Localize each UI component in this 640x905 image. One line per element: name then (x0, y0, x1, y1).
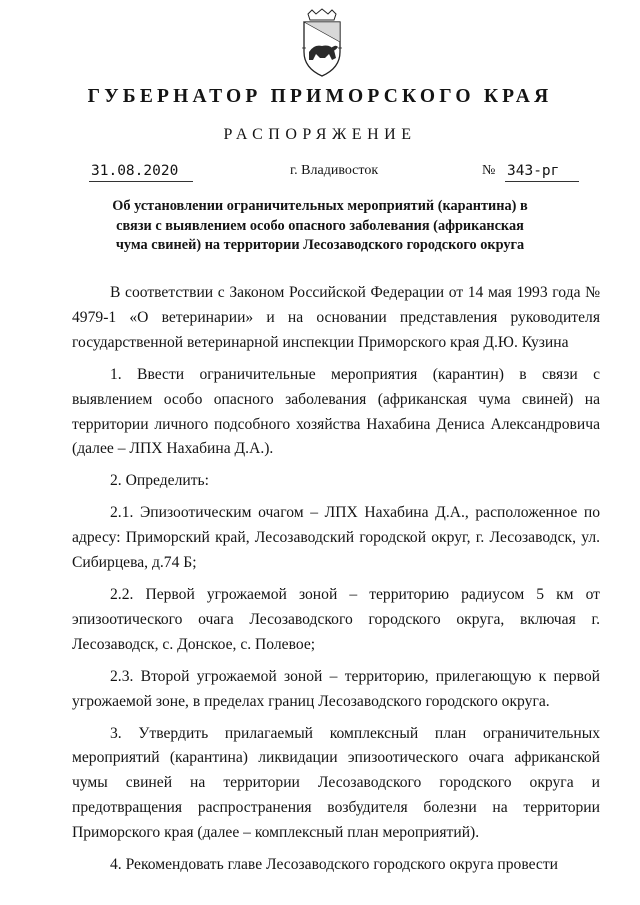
paragraph-item-2-1: 2.1. Эпизоотическим очагом – ЛПХ Нахабина Д.А., расположенное по адресу: Приморский край, Лесозаводский городской округ, г. Лесозаводск, ул. Сибирцева, д.74 Б; (72, 504, 600, 572)
paragraph-item-4: 4. Рекомендовать главе Лесозаводского городского округа провести (110, 856, 559, 874)
document-type: РАСПОРЯЖЕНИЕ (223, 126, 417, 143)
document-body (72, 281, 600, 878)
document-date: 31.08.2020 (89, 161, 193, 182)
document-number: 343-рг (505, 161, 579, 182)
document-meta (0, 161, 640, 185)
paragraph-item-2-2: 2.2. Первой угрожаемой зоной – территорию радиусом 5 км от эпизоотического очага Лесозаводского городского округа, включая г. Лесозаводск, с. Донское, с. Полевое; (72, 585, 600, 653)
paragraph-item-3: 3. Утвердить прилагаемый комплексный план ограничительных мероприятий (карантина) ликвидации эпизоотического очага африканской чумы свиней на территории Лесозаводского городского округа и предотвращения распространения возбудителя болезни на территории Приморского края (далее – комплексный план мероприятий). (72, 724, 600, 842)
document-number-label: № (482, 163, 496, 178)
coat-of-arms-emblem (298, 8, 346, 80)
paragraph-preamble: В соответствии с Законом Российской Федерации от 14 мая 1993 года № 4979-1 «О ветеринарии» и на основании представления руководителя государственной ветеринарной инспекции Приморского края Д.Ю. Кузина (72, 284, 600, 351)
document-title: Об установлении ограничительных мероприятий (карантина) в связи с выявлением особо опасного заболевания (африканская чума свиней) на территории Лесозаводского городского округа (112, 198, 528, 253)
paragraph-item-2: 2. Определить: (110, 472, 209, 490)
issuing-authority: ГУБЕРНАТОР ПРИМОРСКОГО КРАЯ (87, 86, 553, 107)
paragraph-item-1: 1. Ввести ограничительные мероприятия (карантин) в связи с выявлением особо опасного заболевания (африканская чума свиней) на территории личного подсобного хозяйства Нахабина Дениса Александровича (далее – ЛПХ Нахабина Д.А.). (72, 365, 600, 458)
paragraph-item-2-3: 2.3. Второй угрожаемой зоной – территорию, прилегающую к первой угрожаемой зоне, в пределах границ Лесозаводского городского округа. (72, 667, 600, 710)
document-city: г. Владивосток (290, 163, 379, 178)
